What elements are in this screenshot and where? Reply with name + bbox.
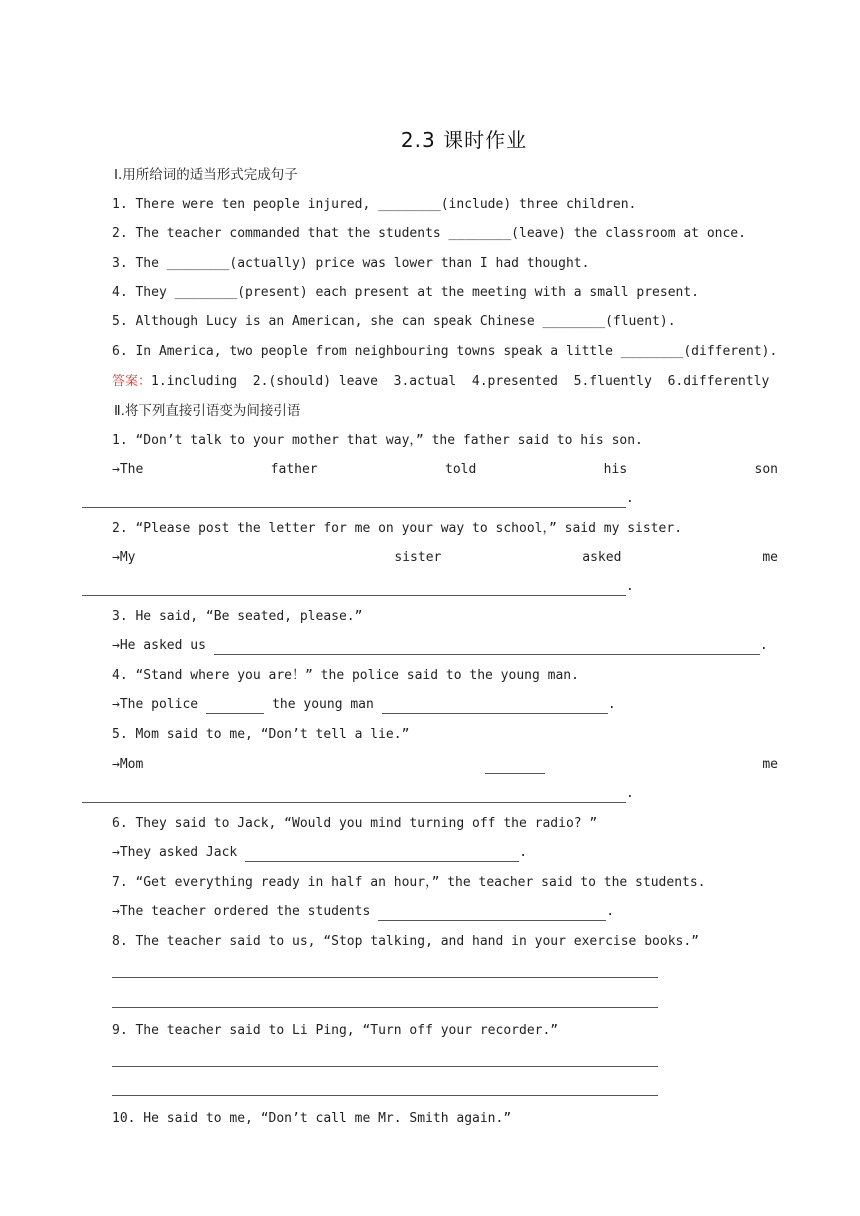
blank-rule — [382, 701, 608, 714]
answer-blank-2-5[interactable] — [82, 785, 634, 803]
answer-write-line[interactable] — [112, 1095, 658, 1096]
period: . — [519, 845, 528, 860]
question-1-6: 6. In America, two people from neighbouring towns speak a little ________(different). — [112, 344, 778, 359]
answer-prefix: →The police — [112, 697, 199, 712]
answer-write-line[interactable] — [112, 1066, 658, 1067]
question-1-3: 3. The ________(actually) price was lower than I had thought. — [112, 256, 590, 271]
answer-write-line[interactable] — [112, 977, 658, 978]
period: . — [606, 904, 615, 919]
question-2-3: 3. He said, “Be seated, please.” — [112, 609, 363, 624]
blank-rule — [245, 849, 519, 862]
question-2-10: 10. He said to me, “Don’t call me Mr. Smith again.” — [112, 1111, 512, 1126]
answer-line — [112, 373, 769, 391]
word: son — [754, 462, 778, 477]
blank-rule — [214, 642, 760, 655]
word: his — [603, 462, 628, 477]
period: . — [626, 786, 634, 801]
answer-write-line[interactable] — [112, 1007, 658, 1008]
period: . — [759, 638, 768, 653]
question-2-7: 7. “Get everything ready in half an hour，” the teacher said to the students. — [112, 875, 706, 890]
word: me — [762, 550, 778, 565]
answer-prefix: →They asked Jack — [112, 845, 238, 860]
period: . — [607, 697, 616, 712]
word: →Mom — [112, 757, 144, 772]
word: father — [270, 462, 318, 477]
question-1-5: 5. Although Lucy is an American, she can speak Chinese ________(fluent). — [112, 314, 676, 329]
blank-rule — [82, 495, 626, 508]
question-2-2: 2. “Please post the letter for me on your way to school，” said my sister. — [112, 521, 683, 536]
period: . — [626, 491, 634, 506]
word: →The — [112, 462, 144, 477]
word: me — [762, 757, 778, 772]
blank-rule — [82, 583, 626, 596]
question-2-1: 1. “Don’t talk to your mother that way，” the father said to his son. — [112, 433, 643, 448]
blank-rule — [378, 908, 606, 921]
section-1-heading: Ⅰ.用所给词的适当形式完成句子 — [114, 167, 298, 183]
question-2-4: 4. “Stand where you are！” the police said to the young man. — [112, 668, 579, 683]
answer-row-2-7[interactable] — [112, 903, 614, 921]
answer-row-2-5 — [112, 756, 778, 774]
blank-rule — [206, 701, 264, 714]
blank-rule[interactable] — [485, 761, 545, 774]
question-2-6: 6. They said to Jack, “Would you mind turning off the radio? ” — [112, 816, 598, 831]
answer-row-2-6[interactable] — [112, 844, 527, 862]
word: told — [445, 462, 477, 477]
answer-blank-2-2[interactable] — [82, 578, 634, 596]
question-1-1: 1. There were ten people injured, ________(include) three children. — [112, 197, 637, 212]
answer-row-2-1 — [112, 461, 778, 479]
blank-rule — [82, 790, 626, 803]
question-2-9: 9. The teacher said to Li Ping, “Turn off your recorder.” — [112, 1023, 559, 1038]
question-2-5: 5. Mom said to me, “Don’t tell a lie.” — [112, 727, 410, 742]
answer-prefix: →He asked us — [112, 638, 206, 653]
answer-mid: the young man — [272, 697, 374, 712]
word: asked — [582, 550, 622, 565]
question-2-8: 8. The teacher said to us, “Stop talking, and hand in your exercise books.” — [112, 934, 699, 949]
answer-row-2-2 — [112, 549, 778, 567]
section-2-heading: Ⅱ.将下列直接引语变为间接引语 — [114, 403, 301, 419]
question-1-2: 2. The teacher commanded that the students ________(leave) the classroom at once. — [112, 226, 746, 241]
answer-blank-2-1[interactable] — [82, 490, 634, 508]
period: . — [626, 579, 634, 594]
page-title: 2.3 课时作业 — [400, 128, 528, 152]
question-1-4: 4. They ________(present) each present at the meeting with a small present. — [112, 285, 699, 300]
answer-row-2-3[interactable] — [112, 637, 768, 655]
answer-text: 1.including 2.(should) leave 3.actual 4.presented 5.fluently 6.differently — [151, 374, 770, 389]
word: sister — [394, 550, 442, 565]
word: →My — [112, 550, 136, 565]
answer-prefix: →The teacher ordered the students — [112, 904, 371, 919]
answer-label: 答案： — [112, 374, 152, 389]
answer-row-2-4[interactable] — [112, 696, 616, 714]
